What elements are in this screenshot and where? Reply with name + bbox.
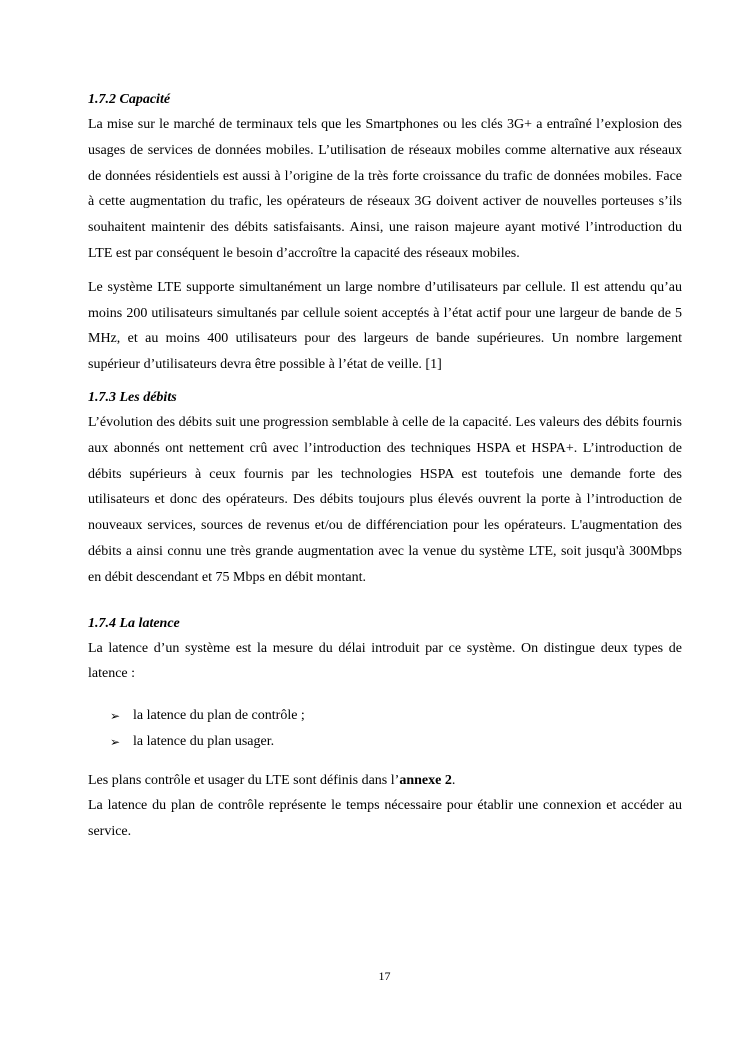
page-content [88, 88, 682, 845]
paragraph-capacite-2: Le système LTE supporte simultanément un large nombre d’utilisateurs par cellule. Il est attendu qu’au moins 200 utilisateurs simultanés par cellule soient acceptés à l’état actif pour une largeur de bande de 5 MHz, et au moins 400 utilisateurs pour des largeurs de bande supérieures. Un nombre largement supérieur d’utilisateurs devra être possible à l’état de veille. [1] [88, 279, 682, 373]
annexe-reference-suffix: . [451, 773, 456, 789]
list-item-text: la latence du plan de contrôle ; [133, 708, 305, 724]
paragraph-annexe-reference [88, 769, 682, 793]
section-heading-latence: 1.7.4 La latence [88, 615, 180, 631]
paragraph-latence-intro: La latence d’un système est la mesure du délai introduit par ce système. On distingue deux types de latence : [88, 640, 682, 682]
section-heading-capacite: 1.7.2 Capacité [88, 92, 171, 107]
section-heading-debits: 1.7.3 Les débits [88, 389, 177, 405]
list-item [110, 703, 682, 729]
list-item [110, 729, 682, 755]
paragraph-capacite-1: La mise sur le marché de terminaux tels que les Smartphones ou les clés 3G+ a entraîné l’explosion des usages de services de données mobiles. L’utilisation de réseaux mobiles comme alternative aux réseaux de données résidentiels est aussi à l’origine de la très forte croissance du trafic de données mobiles. Face à cette augmentation du trafic, les opérateurs de réseaux 3G doivent activer de nouvelles porteuses s’ils souhaitent maintenir des débits satisfaisants. Ainsi, une raison majeure ayant motivé l’introduction du LTE est par conséquent le besoin d’accroître la capacité des réseaux mobiles. [88, 117, 682, 261]
paragraph-debits: L’évolution des débits suit une progression semblable à celle de la capacité. Les valeurs des débits fournis aux abonnés ont nettement crû avec l’introduction des techniques HSPA et HSPA+. L’introduction de débits supérieurs à ceux fournis par les technologies HSPA est toutefois une demande forte des utilisateurs et donc des opérateurs. Des débits toujours plus élevés ouvrent la porte à l’introduction de nouveaux services, sources de revenus et/ou de différenciation pour les opérateurs. L'augmentation des débits a ainsi connu une très grande augmentation avec la venue du système LTE, soit jusqu'à 300Mbps en débit descendant et 75 Mbps en débit montant. [88, 414, 682, 585]
page-number: 17 [378, 969, 391, 983]
arrow-bullet-icon: ➢ [110, 709, 121, 724]
paragraph-latence-controle: La latence du plan de contrôle représente le temps nécessaire pour établir une connexion et accéder au service. [88, 798, 682, 839]
latence-types-list [88, 703, 682, 755]
arrow-bullet-icon: ➢ [110, 735, 121, 750]
annexe-reference-prefix: Les plans contrôle et usager du LTE sont définis dans l’ [88, 773, 400, 789]
list-item-text: la latence du plan usager. [133, 734, 275, 750]
annexe-reference-link: annexe 2 [399, 773, 452, 789]
